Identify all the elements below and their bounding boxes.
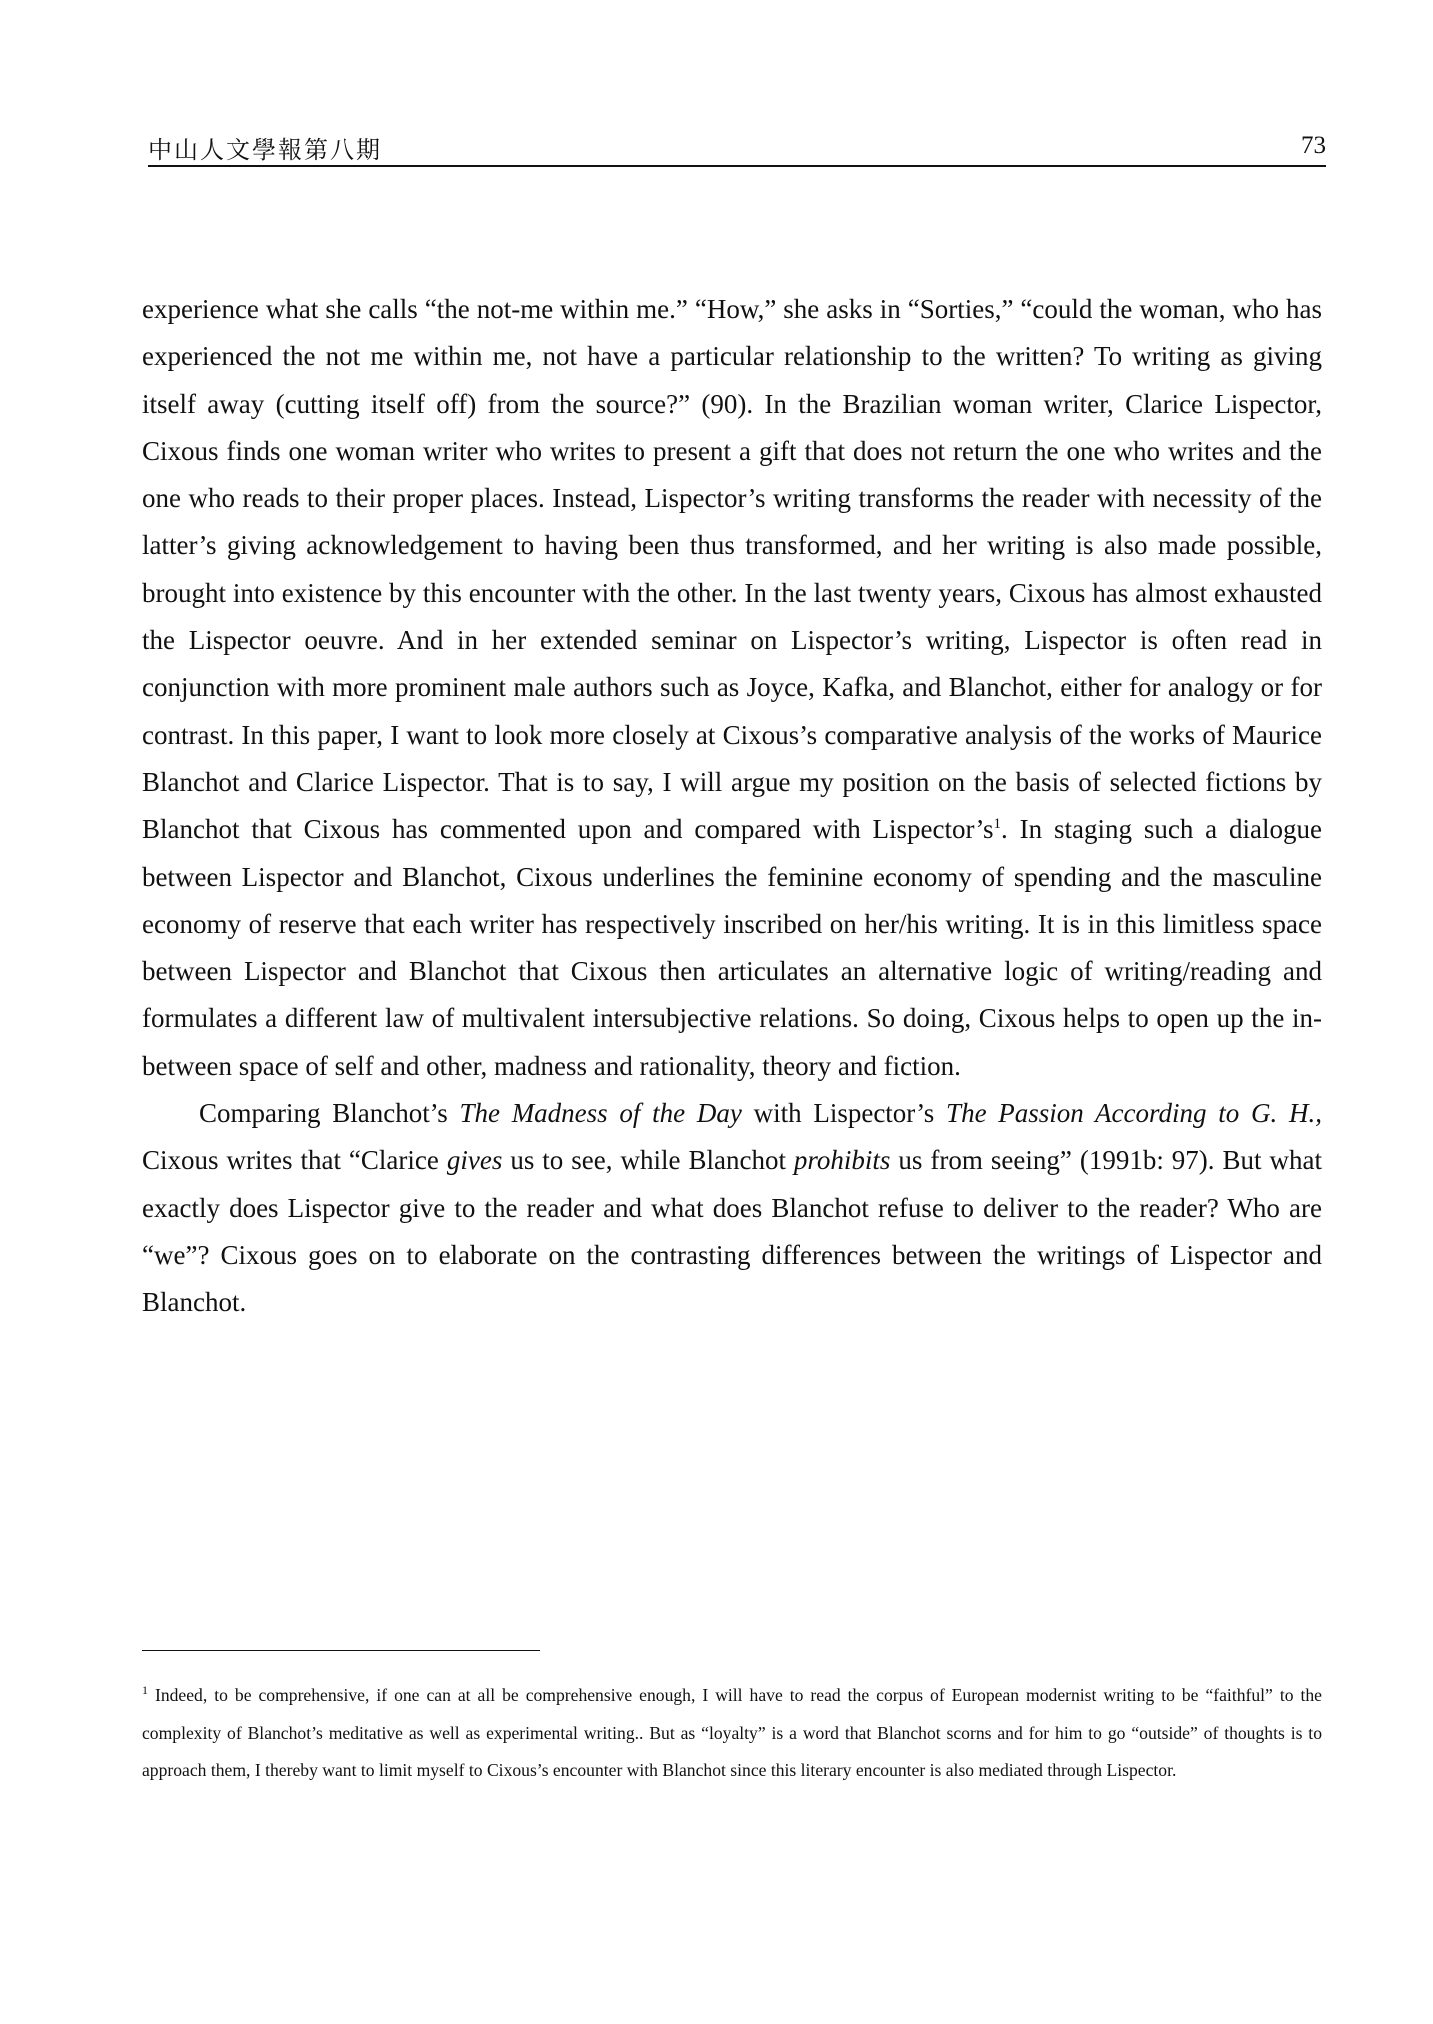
footnote-rule (142, 1650, 540, 1651)
body-text (142, 286, 1322, 1358)
paragraph-1-text: experience what she calls “the not-me within me.” “How,” she asks in “Sorties,” “could the woman, who has experienced the not me within me, not have a particular relationship to the written? To writing as giving itself away (cutting itself off) from the source?” (90). In the Brazilian woman writer, Clarice Lispector, Cixous finds one woman writer who writes to present a gift that does not return the one who writes and the one who reads to their proper places. Instead, Lispector’s writing transforms the reader with necessity of the latter’s giving acknowledgement to having been thus transformed, and her writing is also made possible, brought into existence by this encounter with the other. In the last twenty years, Cixous has almost exhausted the Lispector oeuvre. And in her extended seminar on Lispector’s writing, Lispector is often read in conjunction with more prominent male authors such as Joyce, Kafka, and Blanchot, either for analogy or for contrast. In this paper, I want to look more closely at Cixous’s comparative analysis of the works of Maurice Blanchot and Clarice Lispector. That is to say, I will argue my position on the basis of selected fictions by Blanchot that Cixous has commented upon and compared with Lispector’s (142, 294, 1322, 845)
text-run: us to see, while Blanchot (502, 1145, 794, 1176)
footnote-reference[interactable]: 1 (993, 816, 1002, 833)
text-run: Comparing Blanchot’s (199, 1098, 460, 1129)
emphasis: prohibits (793, 1145, 891, 1176)
emphasis: gives (446, 1145, 503, 1176)
paragraph-1-text-continued: . In staging such a dialogue between Lispector and Blanchot, Cixous underlines the feminine economy of spending and the masculine economy of reserve that each writer has respectively inscribed on her/his writing. It is in this limitless space between Lispector and Blanchot that Cixous then articulates an alternative logic of writing/reading and formulates a different law of multivalent intersubjective relations. So doing, Cixous helps to open up the in-between space of self and other, madness and rationality, theory and fiction. (142, 814, 1322, 1081)
journal-title: 中山人文學報第八期 (148, 136, 382, 164)
text-run: us from seeing” (1991b: 97). But what exactly does Lispector give to the reader and what does Blanchot refuse to deliver to the reader? Who are “we”? Cixous goes on to elaborate on the contrasting differences between the writings of Lispector and Blanchot. (142, 1145, 1322, 1318)
paragraph-2 (142, 1090, 1322, 1326)
footnote-text: Indeed, to be comprehensive, if one can at all be comprehensive enough, I will have to read the corpus of European modernist writing to be “faithful” to the complexity of Blanchot’s meditative as well as experimental writing.. But as “loyalty” is a word that Blanchot scorns and for him to go “outside” of thoughts is to approach them, I thereby want to limit myself to Cixous’s encounter with Blanchot since this literary encounter is also mediated through Lispector. (142, 1685, 1322, 1780)
header-rule (148, 165, 1326, 167)
text-run: Cixous writes that “Clarice (142, 1145, 447, 1176)
book-title: The Madness of the Day (459, 1098, 742, 1129)
page-number: 73 (1301, 132, 1326, 159)
footnote (142, 1677, 1322, 1790)
text-run: with Lispector’s (741, 1098, 947, 1129)
paragraph-1 (142, 286, 1322, 1090)
book-title: The Passion According to G. H., (946, 1098, 1322, 1129)
running-head (148, 126, 1326, 166)
footnote-number: 1 (142, 1683, 148, 1698)
